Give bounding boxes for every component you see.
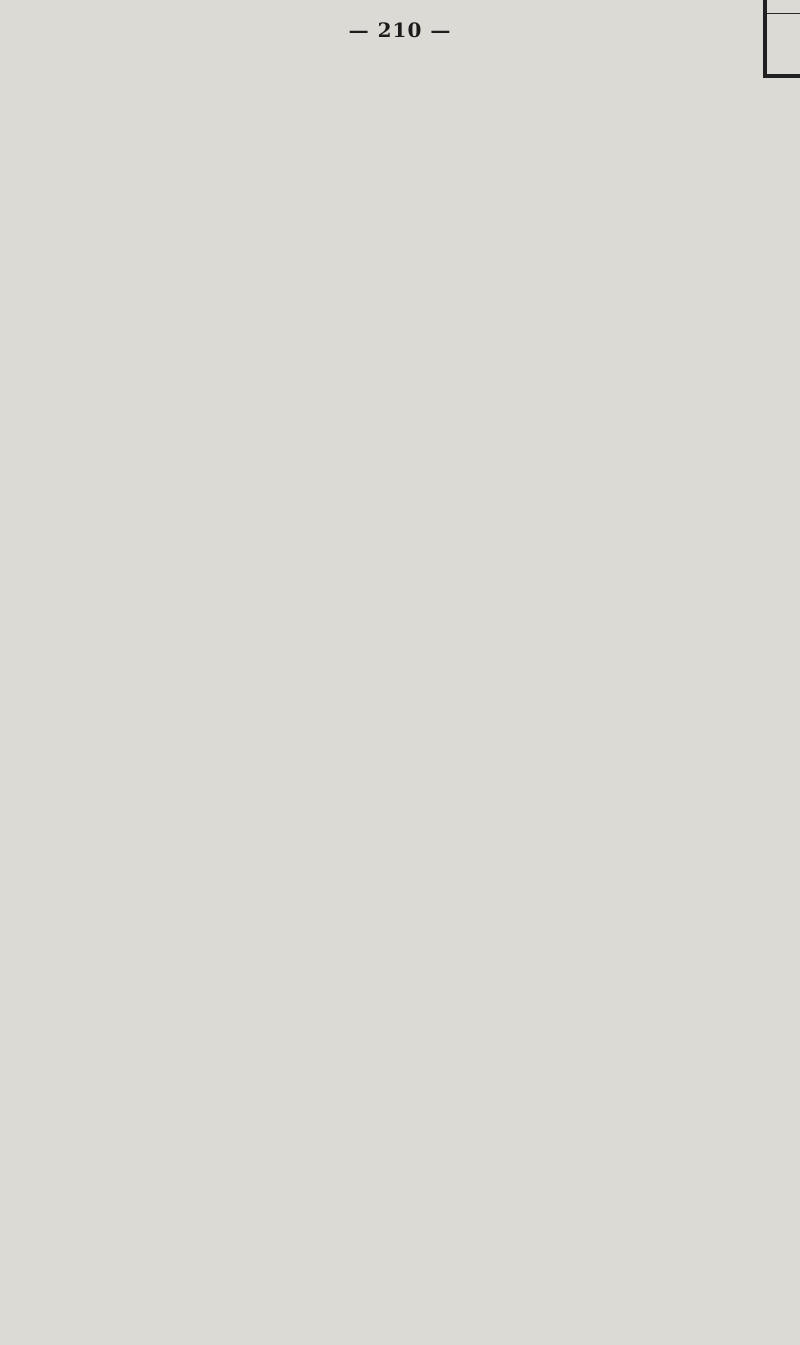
header-row	[765, 0, 800, 76]
rotated-table-block	[763, 0, 800, 78]
audition-table	[763, 0, 800, 78]
page-number: — 210 —	[348, 18, 452, 42]
header-date	[765, 0, 800, 14]
header-corner	[765, 14, 800, 76]
